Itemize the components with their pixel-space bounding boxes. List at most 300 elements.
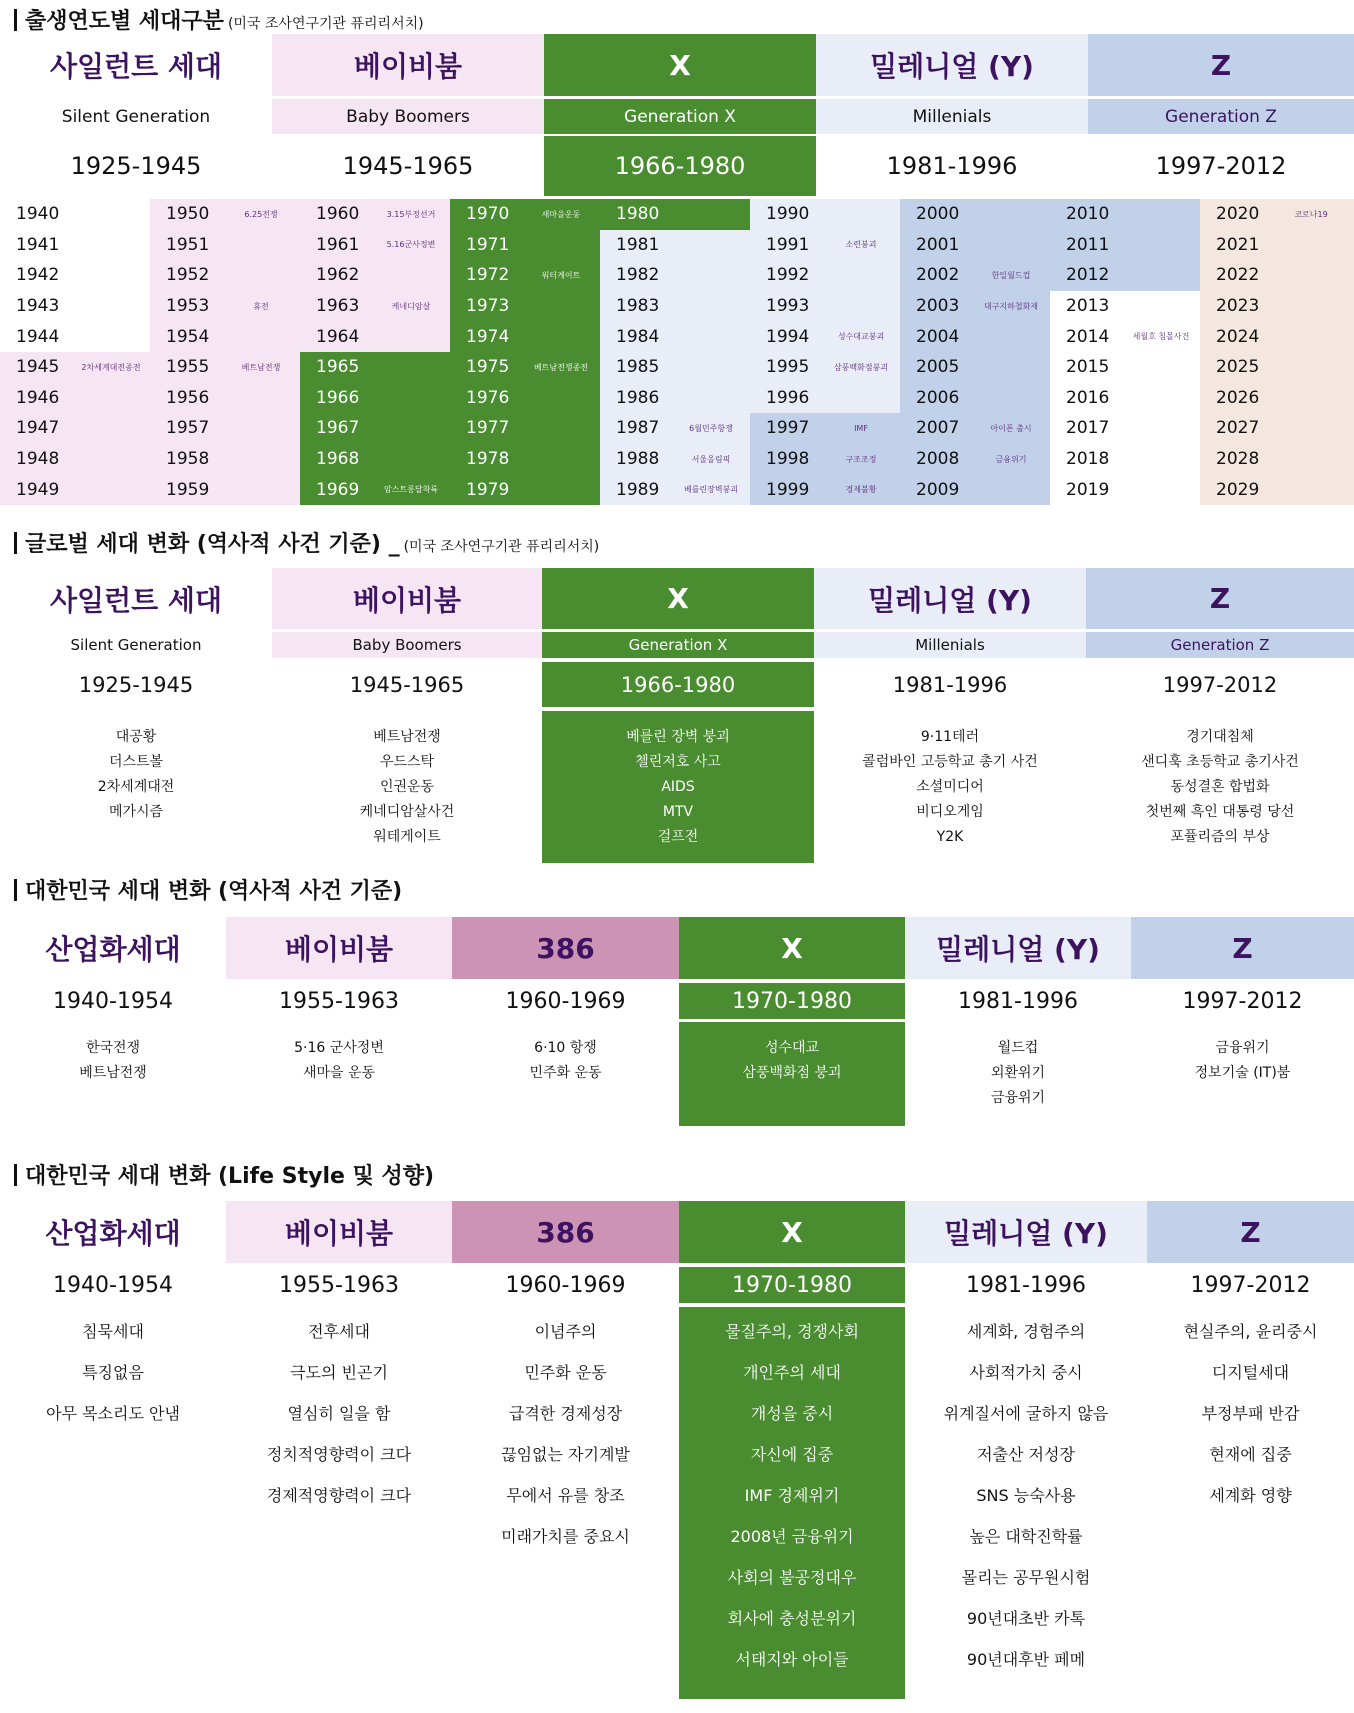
list-item: 한국전쟁: [85, 1040, 141, 1056]
year-cell: [600, 321, 750, 352]
year-number: 2029: [1216, 479, 1260, 500]
k4-years-x: 1970-1980: [679, 1267, 905, 1303]
year-number: 2007: [916, 418, 960, 439]
g2-eng-z: Generation Z: [1086, 632, 1354, 658]
k4-name-boomers: 베이비붐: [226, 1201, 452, 1263]
year-cell: [1200, 291, 1350, 322]
year-cell: [1200, 444, 1350, 475]
year-cell: [900, 474, 1050, 505]
year-cell: [0, 413, 150, 444]
year-number: 1964: [316, 326, 360, 347]
year-number: 1943: [16, 296, 60, 317]
year-cell: [600, 383, 750, 414]
k3-name-z: Z: [1131, 917, 1354, 979]
year-cell: [450, 352, 600, 383]
year-cell: [1200, 199, 1350, 230]
g2-eng-millennial: Millenials: [814, 632, 1086, 658]
year-number: 1945: [16, 357, 60, 378]
year-number: 2003: [916, 296, 960, 317]
year-number: 1993: [766, 296, 810, 317]
year-number: 2025: [1216, 357, 1260, 378]
year-number: 1970: [466, 204, 510, 225]
list-item: 베트남전쟁: [79, 1065, 147, 1081]
list-item: 이념주의: [534, 1322, 597, 1341]
list-item: 금융위기: [1215, 1040, 1270, 1056]
year-number: 1980: [616, 204, 660, 225]
year-number: 1997: [766, 418, 810, 439]
year-cell: [1200, 352, 1350, 383]
decade-1940s: [0, 199, 150, 505]
year-number: 1973: [466, 296, 510, 317]
year-number: 1983: [616, 296, 660, 317]
k3-years-x: 1970-1980: [679, 983, 905, 1019]
k4-traits-millennial: [905, 1307, 1147, 1699]
list-item: 메가시즘: [108, 804, 164, 820]
year-cell: [600, 260, 750, 291]
year-event: 구조조정: [845, 454, 877, 464]
year-number: 1994: [766, 326, 810, 347]
year-cell: [1050, 291, 1200, 322]
year-cell: [900, 199, 1050, 230]
year-event: 6.25전쟁: [244, 209, 278, 219]
year-number: 2028: [1216, 449, 1260, 470]
k3-years-z: 1997-2012: [1182, 988, 1303, 1014]
year-number: 2004: [916, 326, 960, 347]
k3-name-boomers: 베이비붐: [226, 917, 452, 979]
g2-years-millennial: 1981-1996: [892, 672, 1008, 697]
year-number: 1946: [16, 387, 60, 408]
decade-1960s: [300, 199, 450, 505]
k3-name-industrial: 산업화세대: [45, 933, 181, 966]
year-cell: [300, 474, 450, 505]
year-number: 1979: [466, 479, 510, 500]
year-cell: [150, 474, 300, 505]
list-item: 극도의 빈곤기: [290, 1363, 388, 1382]
year-cell: [300, 291, 450, 322]
k3-years-boomers: 1955-1963: [279, 988, 399, 1014]
year-cell: [900, 321, 1050, 352]
list-item: 경제적영향력이 크다: [266, 1486, 412, 1505]
list-item: 끊임없는 자기계발: [501, 1445, 630, 1464]
year-cell: [150, 383, 300, 414]
year-cell: [300, 230, 450, 261]
k4-name-x: X: [679, 1201, 905, 1263]
decade-2000s: [900, 199, 1050, 505]
year-cell: [300, 413, 450, 444]
year-cell: [0, 291, 150, 322]
year-event: 성수대교붕괴: [837, 332, 885, 342]
year-cell: [150, 199, 300, 230]
g2-years-silent: 1925-1945: [78, 672, 194, 697]
year-event: 경제불황: [845, 485, 877, 495]
year-cell: [750, 444, 900, 475]
year-number: 1974: [466, 326, 510, 347]
g2-events-x: [542, 711, 814, 863]
list-item: 샌디훅 초등학교 총기사건: [1141, 754, 1299, 770]
year-number: 1954: [166, 326, 210, 347]
year-number: 1972: [466, 265, 510, 286]
year-number: 1963: [316, 296, 360, 317]
year-cell: [0, 474, 150, 505]
year-cell: [300, 321, 450, 352]
year-event: 5.16군사정변: [386, 240, 436, 250]
list-item: Y2K: [936, 829, 964, 845]
year-number: 2022: [1216, 265, 1260, 286]
year-cell: [0, 230, 150, 261]
list-item: 9·11테러: [920, 729, 980, 745]
year-cell: [450, 474, 600, 505]
g2-events-millennial: [814, 711, 1086, 863]
year-number: 1969: [316, 479, 360, 500]
gen-name-x: X: [544, 34, 816, 96]
year-number: 2000: [916, 204, 960, 225]
list-item: 대공황: [115, 729, 157, 745]
section-title-korea-lifestyle: 대한민국 세대 변화 (Life Style 및 성향): [14, 1159, 434, 1190]
year-number: 1960: [316, 204, 360, 225]
year-number: 1965: [316, 357, 360, 378]
year-cell: [450, 260, 600, 291]
year-number: 1941: [16, 234, 60, 255]
list-item: 금융위기: [990, 1090, 1046, 1106]
decade-1950s: [150, 199, 300, 505]
gen-years-millennial: 1981-1996: [886, 152, 1018, 180]
year-cell: [1050, 321, 1200, 352]
list-item: 사회의 불공정대우: [727, 1568, 857, 1587]
decade-2020s: [1200, 199, 1354, 505]
year-cell: [900, 444, 1050, 475]
k3-events-millennial: [905, 1022, 1131, 1126]
list-item: 세계화, 경험주의: [966, 1322, 1086, 1341]
g2-eng-silent: Silent Generation: [70, 636, 202, 654]
year-cell: [450, 444, 600, 475]
k4-years-millennial: 1981-1996: [966, 1272, 1086, 1298]
year-cell: [450, 413, 600, 444]
year-number: 1953: [166, 296, 210, 317]
list-item: 물질주의, 경쟁사회: [725, 1322, 859, 1341]
year-number: 1985: [616, 357, 660, 378]
year-cell: [450, 199, 600, 230]
gen-eng-silent: Silent Generation: [61, 106, 211, 127]
year-number: 1991: [766, 234, 810, 255]
list-item: 세계화 영향: [1209, 1486, 1292, 1505]
year-number: 2023: [1216, 296, 1260, 317]
list-item: 90년대초반 카톡: [966, 1609, 1086, 1628]
k4-years-industrial: 1940-1954: [53, 1272, 173, 1298]
year-number: 2021: [1216, 234, 1260, 255]
year-cell: [900, 352, 1050, 383]
list-item: 아무 목소리도 안냄: [46, 1404, 180, 1423]
list-item: 전후세대: [308, 1322, 370, 1341]
year-cell: [150, 352, 300, 383]
list-item: 특징없음: [82, 1363, 144, 1382]
year-event: 2차세계대전종전: [81, 362, 141, 372]
year-number: 1987: [616, 418, 660, 439]
year-event: 새마을운동: [541, 209, 581, 219]
list-item: 베를린 장벽 붕괴: [626, 729, 730, 745]
year-number: 2018: [1066, 449, 1110, 470]
k4-traits-industrial: [0, 1307, 226, 1699]
year-number: 2005: [916, 357, 960, 378]
gen-years-x: 1966-1980: [544, 136, 816, 196]
year-cell: [450, 291, 600, 322]
year-number: 2013: [1066, 296, 1110, 317]
list-item: 우드스탁: [379, 754, 435, 770]
list-item: 열심히 일을 함: [287, 1404, 391, 1423]
year-cell: [750, 291, 900, 322]
k4-traits-z: [1147, 1307, 1354, 1699]
g2-name-silent: 사일런트 세대: [49, 583, 223, 617]
k4-traits-boomers: [226, 1307, 452, 1699]
list-item: 2차세계대전: [97, 779, 175, 795]
k4-name-z: Z: [1147, 1201, 1354, 1263]
gen-years-boomers: 1945-1965: [342, 152, 474, 180]
list-item: 개성을 중시: [750, 1404, 834, 1423]
year-event: 아이폰 출시: [990, 423, 1032, 433]
list-item: 소셜미디어: [916, 779, 984, 795]
k3-years-industrial: 1940-1954: [53, 988, 173, 1014]
year-number: 1998: [766, 449, 810, 470]
year-number: 2016: [1066, 387, 1110, 408]
k3-name-386: 386: [452, 917, 679, 979]
list-item: 콜럼바인 고등학교 총기 사건: [862, 754, 1038, 770]
year-number: 2006: [916, 387, 960, 408]
list-item: 비디오게임: [916, 804, 984, 820]
year-cell: [0, 260, 150, 291]
year-number: 1940: [16, 204, 60, 225]
year-number: 1995: [766, 357, 810, 378]
year-cell: [600, 474, 750, 505]
list-item: 서태지와 아이들: [735, 1650, 849, 1669]
list-item: 케네디암살사건: [359, 804, 455, 820]
gen-name-millennial: 밀레니얼 (Y): [816, 34, 1088, 96]
g2-years-z: 1997-2012: [1162, 672, 1278, 697]
year-event: 베트남전쟁종전: [533, 362, 589, 372]
list-item: 급격한 경제성장: [508, 1404, 623, 1423]
year-number: 2011: [1066, 234, 1110, 255]
year-event: 소련붕괴: [845, 240, 877, 250]
year-cell: [150, 230, 300, 261]
year-cell: [750, 383, 900, 414]
year-number: 1962: [316, 265, 360, 286]
year-cell: [1200, 474, 1350, 505]
year-event: 서울올림픽: [691, 454, 731, 464]
year-cell: [900, 383, 1050, 414]
g2-name-z: Z: [1086, 568, 1354, 629]
year-cell: [900, 260, 1050, 291]
year-number: 1958: [166, 449, 210, 470]
year-cell: [1200, 321, 1350, 352]
g2-eng-x: Generation X: [542, 632, 814, 658]
year-event: 휴전: [253, 301, 269, 311]
g2-name-boomers: 베이비붐: [272, 568, 542, 629]
year-cell: [0, 321, 150, 352]
year-cell: [600, 291, 750, 322]
year-number: 1977: [466, 418, 510, 439]
list-item: 2008년 금융위기: [730, 1527, 854, 1546]
k3-years-386: 1960-1969: [505, 988, 626, 1014]
year-number: 1951: [166, 234, 210, 255]
year-cell: [150, 444, 300, 475]
list-item: 민주화 운동: [524, 1363, 607, 1382]
year-cell: [1050, 444, 1200, 475]
year-number: 1944: [16, 326, 60, 347]
k3-events-boomers: [226, 1022, 452, 1126]
year-number: 1990: [766, 204, 810, 225]
year-number: 1992: [766, 265, 810, 286]
year-number: 2017: [1066, 418, 1110, 439]
k4-name-386: 386: [452, 1201, 679, 1263]
year-number: 1947: [16, 418, 60, 439]
list-item: 침묵세대: [82, 1322, 144, 1341]
year-number: 2012: [1066, 265, 1110, 286]
year-number: 1976: [466, 387, 510, 408]
year-event: 금융위기: [995, 454, 1027, 464]
year-event: 삼풍백화점붕괴: [833, 362, 889, 372]
decade-1980s: [600, 199, 750, 505]
year-cell: [150, 413, 300, 444]
year-cell: [1050, 260, 1200, 291]
year-number: 2019: [1066, 479, 1110, 500]
year-event: 코로나19: [1294, 209, 1328, 219]
year-number: 2010: [1066, 204, 1110, 225]
k3-events-industrial: [0, 1022, 226, 1126]
list-item: 외환위기: [990, 1065, 1046, 1081]
year-cell: [600, 199, 750, 230]
year-cell: [600, 413, 750, 444]
year-cell: [750, 352, 900, 383]
year-number: 1956: [166, 387, 210, 408]
list-item: 동성결혼 합법화: [1170, 779, 1270, 795]
list-item: 사회적가치 중시: [969, 1363, 1083, 1382]
k3-events-386: [452, 1022, 679, 1126]
year-number: 1967: [316, 418, 360, 439]
year-cell: [300, 383, 450, 414]
list-item: 자신에 집중: [750, 1445, 834, 1464]
k4-traits-386: [452, 1307, 679, 1699]
k3-name-millennial: 밀레니얼 (Y): [905, 917, 1131, 979]
k3-name-x: X: [679, 917, 905, 979]
section-title-global: 글로벌 세대 변화 (역사적 사건 기준) _ (미국 조사연구기관 퓨리리서치): [14, 527, 599, 558]
list-item: 개인주의 세대: [743, 1363, 841, 1382]
g2-events-silent: [0, 711, 272, 863]
year-cell: [150, 291, 300, 322]
year-cell: [0, 383, 150, 414]
list-item: 삼풍백화점 붕괴: [742, 1065, 842, 1081]
year-event: 한일월드컵: [991, 270, 1031, 280]
year-number: 1966: [316, 387, 360, 408]
section-title-korea-events: 대한민국 세대 변화 (역사적 사건 기준): [14, 874, 402, 905]
year-cell: [750, 230, 900, 261]
year-number: 1981: [616, 234, 660, 255]
k4-name-industrial: 산업화세대: [45, 1217, 181, 1250]
decade-2010s: [1050, 199, 1200, 505]
list-item: 몰리는 공무원시험: [961, 1568, 1091, 1587]
list-item: 현실주의, 윤리중시: [1183, 1322, 1318, 1341]
year-cell: [300, 199, 450, 230]
gen-eng-x: Generation X: [544, 99, 816, 134]
year-event: 암스트롱달착륙: [383, 485, 439, 495]
year-event: 대구지하철화재: [983, 301, 1039, 311]
year-cell: [300, 444, 450, 475]
g2-events-z: [1086, 711, 1354, 863]
year-number: 1996: [766, 387, 810, 408]
year-cell: [600, 352, 750, 383]
us-gen-name-row: [0, 34, 1354, 96]
year-cell: [150, 260, 300, 291]
us-gen-years-row: [0, 136, 1354, 196]
year-grid: [0, 199, 1354, 505]
year-number: 1955: [166, 357, 210, 378]
g2-name-millennial: 밀레니얼 (Y): [814, 568, 1086, 629]
list-item: 워테게이트: [373, 829, 441, 845]
list-item: 5·16 군사정변: [294, 1040, 384, 1056]
list-item: 첼린저호 사고: [635, 754, 721, 770]
year-cell: [450, 230, 600, 261]
year-number: 1988: [616, 449, 660, 470]
list-item: 높은 대학진학률: [969, 1527, 1083, 1546]
gen-eng-boomers: Baby Boomers: [272, 99, 544, 134]
gen-name-silent: 사일런트 세대: [49, 50, 223, 83]
list-item: 포퓰리즘의 부상: [1170, 829, 1270, 845]
gen-years-silent: 1925-1945: [70, 152, 202, 180]
year-cell: [1050, 352, 1200, 383]
year-cell: [750, 474, 900, 505]
list-item: IMF 경제위기: [744, 1486, 840, 1505]
year-cell: [300, 260, 450, 291]
year-event: 케네디암살: [391, 301, 431, 311]
year-number: 1948: [16, 449, 60, 470]
us-gen-eng-row: [0, 99, 1354, 134]
year-event: 6월민주항쟁: [689, 423, 733, 433]
list-item: 현재에 집중: [1209, 1445, 1292, 1464]
year-cell: [1200, 413, 1350, 444]
year-number: 2024: [1216, 326, 1260, 347]
year-event: 3.15부정선거: [386, 209, 436, 219]
year-number: 2009: [916, 479, 960, 500]
year-cell: [1200, 260, 1350, 291]
year-number: 2008: [916, 449, 960, 470]
k4-years-boomers: 1955-1963: [279, 1272, 399, 1298]
list-item: SNS 능숙사용: [976, 1486, 1076, 1505]
year-number: 1982: [616, 265, 660, 286]
section-title-birth-year: 출생연도별 세대구분 (미국 조사연구기관 퓨리리서치): [14, 4, 424, 35]
list-item: MTV: [662, 804, 694, 820]
list-item: 성수대교: [764, 1040, 820, 1056]
decade-1970s: [450, 199, 600, 505]
year-number: 1975: [466, 357, 510, 378]
year-cell: [750, 321, 900, 352]
g2-events-boomers: [272, 711, 542, 863]
year-number: 1971: [466, 234, 510, 255]
k4-name-millennial: 밀레니얼 (Y): [905, 1201, 1147, 1263]
year-number: 2014: [1066, 326, 1110, 347]
year-cell: [1050, 413, 1200, 444]
list-item: 6·10 항쟁: [534, 1040, 597, 1056]
year-cell: [1200, 230, 1350, 261]
decade-1990s: [750, 199, 900, 505]
year-event: 베트남전쟁: [241, 362, 281, 372]
year-number: 1949: [16, 479, 60, 500]
gen-eng-millennial: Millenials: [816, 99, 1088, 134]
year-cell: [1200, 383, 1350, 414]
list-item: 더스트볼: [108, 754, 164, 770]
year-cell: [0, 199, 150, 230]
year-cell: [750, 260, 900, 291]
year-cell: [450, 321, 600, 352]
year-cell: [0, 444, 150, 475]
gen-years-z: 1997-2012: [1155, 152, 1287, 180]
year-cell: [600, 444, 750, 475]
